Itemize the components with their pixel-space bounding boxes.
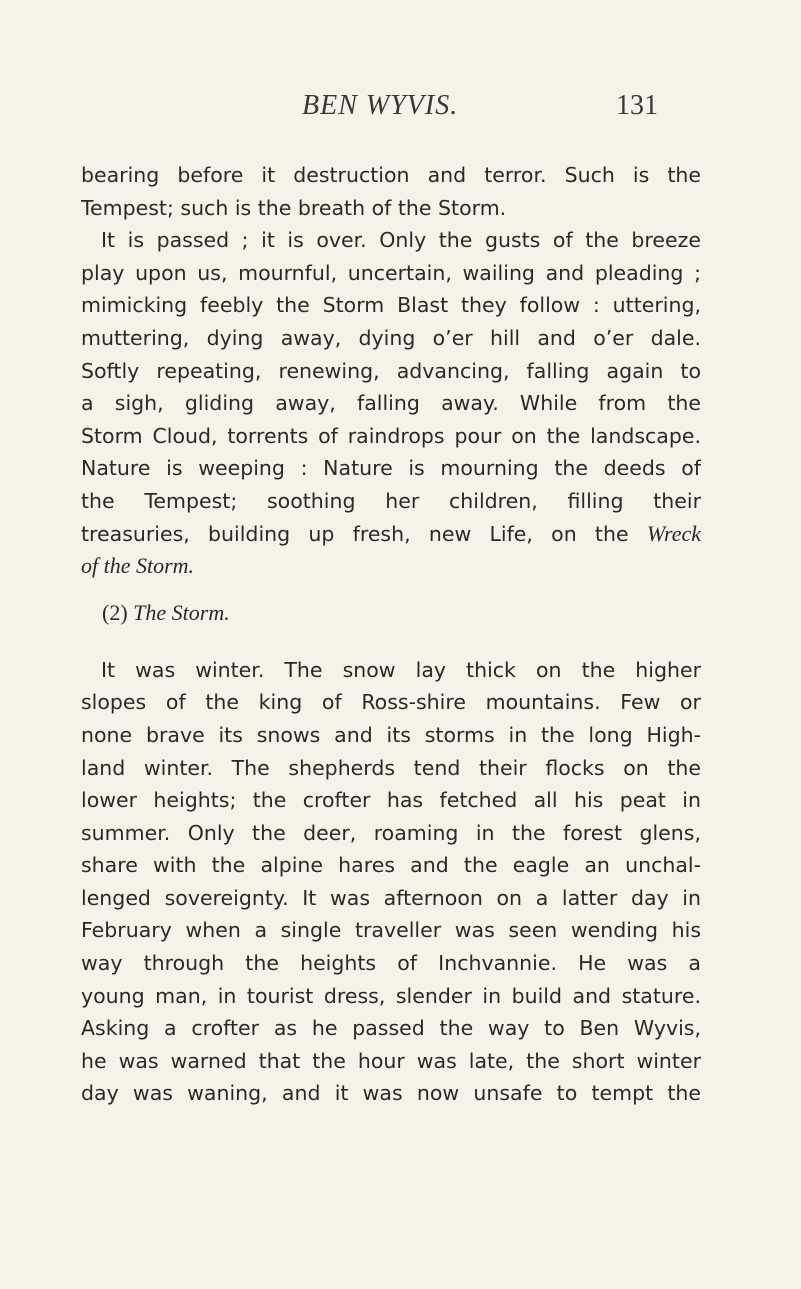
text-line: play upon us, mournful, uncertain, wailing and pleading ; — [81, 260, 701, 285]
text-line: share with the alpine hares and the eagle an unchal- — [81, 853, 701, 878]
section-heading — [81, 597, 701, 638]
text-line: lower heights; the crofter has fetched all his peat in — [81, 788, 701, 813]
text-line: It is passed ; it is over. Only the gusts of the breeze — [101, 228, 701, 253]
section-title: The Storm. — [133, 599, 230, 625]
text-line: Nature is weeping : Nature is mourning the deeds of — [81, 456, 701, 481]
running-head-title: BEN WYVIS. — [302, 90, 459, 121]
text-line: bearing before it destruction and terror. Such is the — [81, 163, 701, 187]
italic-of-the-storm: of the Storm. — [81, 553, 195, 579]
running-head — [0, 90, 801, 124]
page-number: 131 — [616, 90, 658, 121]
text-line: It was winter. The snow lay thick on the higher — [101, 657, 701, 682]
text-line: none brave its snows and its storms in the long High- — [81, 722, 701, 747]
text-line: a sigh, gliding away, falling away. While from the — [81, 391, 701, 416]
text-line: February when a single traveller was seen wending his — [81, 918, 701, 943]
body-text — [81, 159, 701, 1110]
text-line: young man, in tourist dress, slender in build and stature. — [81, 983, 701, 1008]
spacer — [81, 583, 701, 597]
text-line: he was warned that the hour was late, the short winter — [81, 1048, 701, 1073]
text-line: Asking a crofter as he passed the way to Ben Wyvis, — [81, 1016, 701, 1041]
text-line: land winter. The shepherds tend their flocks on the — [81, 755, 701, 780]
text-line-roman: treasuries, building up fresh, new Life, on the — [81, 521, 629, 546]
text-line: day was waning, and it was now unsafe to tempt the — [81, 1081, 701, 1106]
text-line: the Tempest; soothing her children, filling their — [81, 488, 701, 513]
text-line — [81, 550, 701, 583]
text-line: Storm Cloud, torrents of raindrops pour on the landscape. — [81, 423, 701, 448]
text-line: Tempest; such is the breath of the Storm. — [81, 195, 507, 220]
text-line: mimicking feebly the Storm Blast they follow : uttering, — [81, 293, 701, 318]
text-line: Softly repeating, renewing, advancing, falling again to — [81, 358, 701, 383]
text-line: muttering, dying away, dying o’er hill and o’er dale. — [81, 325, 701, 350]
text-line: lenged sovereignty. It was afternoon on a latter day in — [81, 885, 701, 910]
text-line — [81, 518, 701, 551]
text-line: summer. Only the deer, roaming in the forest glens, — [81, 820, 701, 845]
spacer — [81, 638, 701, 654]
section-number: (2) — [102, 599, 128, 625]
italic-wreck: Wreck — [646, 520, 701, 546]
text-line: way through the heights of Inchvannie. He was a — [81, 951, 701, 976]
text-line: slopes of the king of Ross-shire mountains. Few or — [81, 690, 701, 715]
